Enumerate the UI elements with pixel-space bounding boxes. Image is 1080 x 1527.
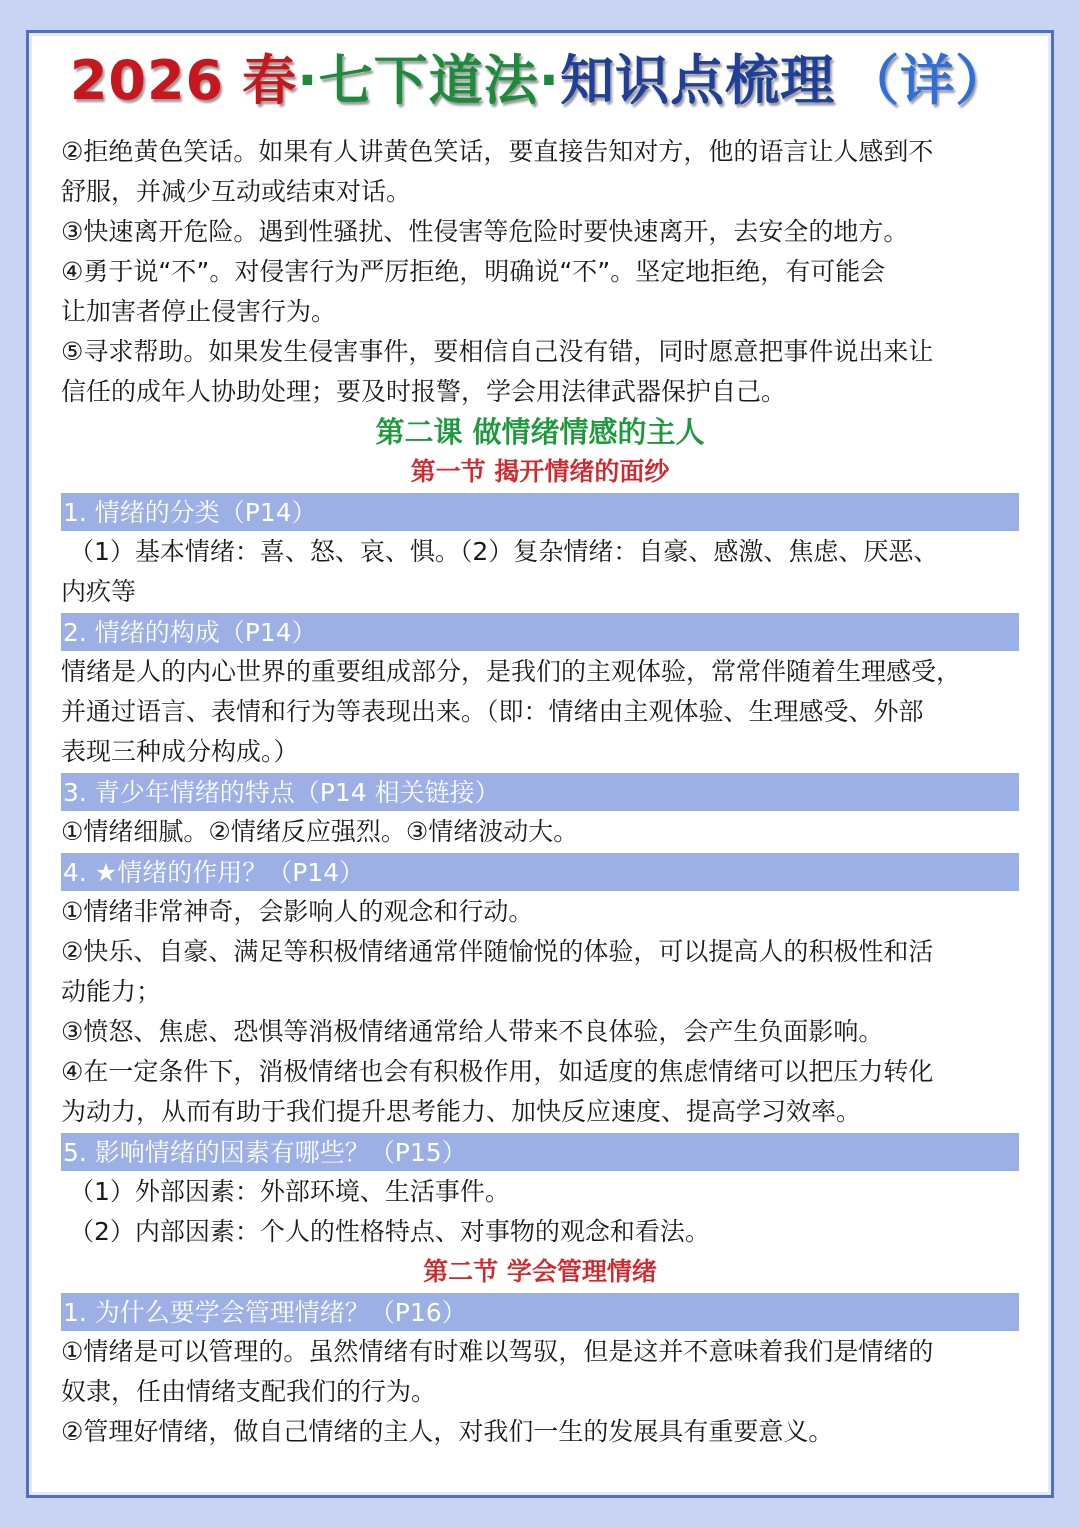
answer-line: 动能力； <box>61 977 162 1006</box>
answer-line: （1）基本情绪：喜、怒、哀、惧。（2）复杂情绪：自豪、感激、焦虑、厌恶、 <box>69 537 939 566</box>
intro-line: ⑤寻求帮助。如果发生侵害事件，要相信自己没有错，同时愿意把事件说出来让 <box>61 337 934 366</box>
answer-line: 表现三种成分构成。） <box>61 737 299 766</box>
answer-line: 情绪是人的内心世界的重要组成部分，是我们的主观体验，常常伴随着生理感受， <box>61 657 962 686</box>
question-heading: 2. 情绪的构成（P14） <box>61 612 1019 652</box>
section-title: 第一节 揭开情绪的面纱 <box>410 457 670 486</box>
page-title <box>0 44 1080 118</box>
intro-line: ④勇于说“不”。对侵害行为严厉拒绝，明确说“不”。坚定地拒绝，有可能会 <box>61 257 886 286</box>
question-heading: 5. 影响情绪的因素有哪些？（P15） <box>61 1132 1019 1172</box>
title-year: 2026 <box>69 49 225 112</box>
answer-line: 内疚等 <box>61 577 137 606</box>
title-detail: （详） <box>845 49 1011 112</box>
answer-line: 并通过语言、表情和行为等表现出来。（即：情绪由主观体验、生理感受、外部 <box>61 697 924 726</box>
intro-line: ③快速离开危险。遇到性骚扰、性侵害等危险时要快速离开，去安全的地方。 <box>61 217 909 246</box>
title-topic: 知识点梳理 <box>560 49 836 112</box>
answer-line: ①情绪是可以管理的。虽然情绪有时难以驾驭，但是这并不意味着我们是情绪的 <box>61 1337 934 1366</box>
answer-line: ②快乐、自豪、满足等积极情绪通常伴随愉悦的体验，可以提高人的积极性和活 <box>61 937 934 966</box>
question-heading: 1. 情绪的分类（P14） <box>61 492 1019 532</box>
title-subject: 七下道法 <box>318 49 539 112</box>
answer-line: ④在一定条件下，消极情绪也会有积极作用，如适度的焦虑情绪可以把压力转化 <box>61 1057 934 1086</box>
question-heading: 4. ★情绪的作用？（P14） <box>61 852 1019 892</box>
title-separator: · <box>538 49 561 112</box>
lesson-title: 第二课 做情绪情感的主人 <box>375 415 705 449</box>
question-heading: 1. 为什么要学会管理情绪？（P16） <box>61 1292 1019 1332</box>
answer-line: （1）外部因素：外部环境、生活事件。 <box>69 1177 510 1206</box>
intro-line: 舒服，并减少互动或结束对话。 <box>61 177 412 206</box>
answer-line: （2）内部因素：个人的性格特点、对事物的观念和看法。 <box>69 1217 710 1246</box>
intro-line: 信任的成年人协助处理；要及时报警，学会用法律武器保护自己。 <box>61 377 787 406</box>
answer-line: ①情绪细腻。②情绪反应强烈。③情绪波动大。 <box>61 817 579 846</box>
answer-line: ①情绪非常神奇，会影响人的观念和行动。 <box>61 897 534 926</box>
document-body <box>61 132 1019 1452</box>
answer-line: ③愤怒、焦虑、恐惧等消极情绪通常给人带来不良体验，会产生负面影响。 <box>61 1017 884 1046</box>
intro-line: ②拒绝黄色笑话。如果有人讲黄色笑话，要直接告知对方，他的语言让人感到不 <box>61 137 934 166</box>
question-heading: 3. 青少年情绪的特点（P14 相关链接） <box>61 772 1019 812</box>
title-separator: · <box>297 49 319 112</box>
title-spring: 春 <box>242 49 298 112</box>
answer-line: ②管理好情绪，做自己情绪的主人，对我们一生的发展具有重要意义。 <box>61 1417 834 1446</box>
intro-line: 让加害者停止侵害行为。 <box>61 297 337 326</box>
section-title: 第二节 学会管理情绪 <box>423 1257 657 1286</box>
answer-line: 奴隶，任由情绪支配我们的行为。 <box>61 1377 437 1406</box>
answer-line: 为动力，从而有助于我们提升思考能力、加快反应速度、提高学习效率。 <box>61 1097 862 1126</box>
